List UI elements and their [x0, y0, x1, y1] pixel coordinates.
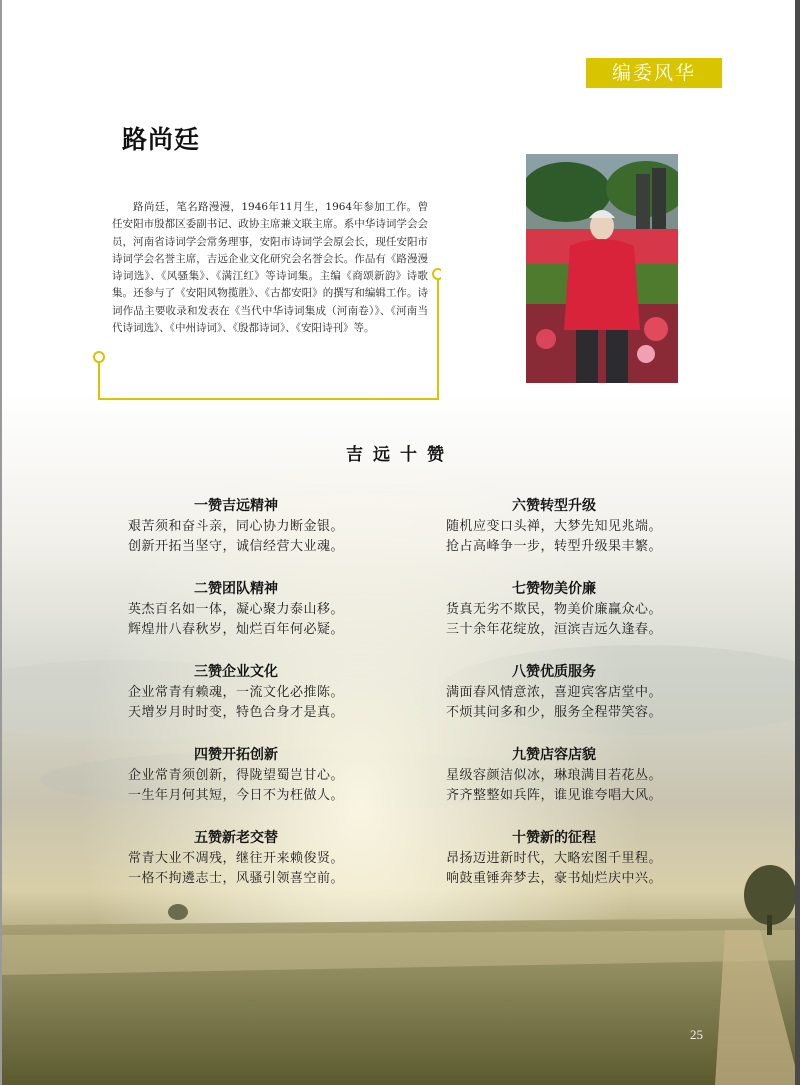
- stanza-title: 三赞企业文化: [194, 664, 278, 680]
- stanza-title: 四赞开拓创新: [194, 747, 278, 763]
- stanza-line: 随机应变口头禅，大梦先知见兆端。: [445, 519, 662, 534]
- stanza-line: 一格不拘遴志士，风骚引领喜空前。: [127, 871, 344, 886]
- stanza-line: 货真无劣不欺民，物美价廉赢众心。: [445, 602, 662, 617]
- stanza-line: 抢占高峰争一步，转型升级果丰繁。: [445, 539, 662, 554]
- stanza-line: 企业常青须创新，得陇望蜀岂甘心。: [127, 768, 344, 783]
- stanza: [106, 663, 366, 723]
- section-tag: 编委风华: [586, 58, 722, 88]
- stanza: [424, 829, 684, 889]
- stanza-title: 二赞团队精神: [194, 581, 278, 597]
- stanza-line: 常青大业不凋残，继往开来赖俊贤。: [127, 851, 344, 866]
- person-name: 路尚廷: [122, 125, 201, 154]
- stanza-title: 一赞吉远精神: [194, 498, 278, 514]
- stanza-line: 昂扬迈进新时代，大略宏图千里程。: [445, 851, 662, 866]
- page-edge-right: [795, 0, 800, 1085]
- portrait-photo: [526, 154, 678, 383]
- poem-title: 吉远十赞: [346, 445, 454, 465]
- stanza-line: 星级容颜洁似冰，琳琅满目若花丛。: [445, 768, 662, 783]
- stanza: [106, 580, 366, 640]
- stanza-line: 创新开拓当坚守，诚信经营大业魂。: [127, 539, 344, 554]
- stanza: [106, 497, 366, 557]
- stanza: [106, 746, 366, 806]
- stanza-title: 七赞物美价廉: [512, 581, 596, 597]
- stanza-title: 六赞转型升级: [512, 498, 596, 514]
- stanza: [424, 580, 684, 640]
- stanza-title: 八赞优质服务: [512, 664, 596, 680]
- stanza-line: 满面春风情意浓，喜迎宾客店堂中。: [445, 685, 662, 700]
- stanza: [424, 497, 684, 557]
- stanza-title: 十赞新的征程: [512, 830, 596, 846]
- stanza-title: 五赞新老交替: [194, 830, 278, 846]
- page-edge-left: [0, 0, 2, 1085]
- stanza: [424, 663, 684, 723]
- biography-text: 路尚廷，笔名路漫漫，1946年11月生，1964年参加工作。曾任安阳市殷都区委副书记、政协主席兼文联主席。系中华诗词学会会员，河南省诗词学会常务理事，安阳市诗词学会原会长，现任安阳市诗词学会名誉主席，吉远企业文化研究会名誉会长。作品有《路漫漫诗词选》、《风骚集》、《满江红》等诗词集。主编《商颂新韵》诗歌集。还参与了《安阳风物揽胜》、《古都安阳》的撰写和编辑工作。诗词作品主要收录和发表在《当代中华诗词集成（河南卷）》、《河南当代诗词选》、《中州诗词》、《殷都诗词》、《安阳诗刊》等。: [112, 201, 428, 335]
- stanza: [424, 746, 684, 806]
- stanza-line: 艰苦须和奋斗亲，同心协力断金银。: [127, 519, 344, 534]
- stanza: [106, 829, 366, 889]
- stanza-line: 企业常青有赖魂，一流文化必推陈。: [127, 685, 344, 700]
- page-number: 25: [690, 1027, 703, 1042]
- stanza-line: 一生年月何其短，今日不为枉做人。: [127, 788, 344, 803]
- stanza-line: 三十余年花绽放，洹滨吉远久逢春。: [445, 622, 662, 637]
- stanza-line: 响鼓重锤奔梦去，豪书灿烂庆中兴。: [445, 871, 662, 886]
- stanza-line: 齐齐整整如兵阵，谁见谁夸唱大风。: [445, 788, 662, 803]
- stanza-line: 天增岁月时时变，特色合身才是真。: [127, 705, 344, 720]
- stanza-line: 英杰百名如一体，凝心聚力泰山移。: [127, 602, 344, 617]
- stanza-line: 辉煌卅八春秋岁，灿烂百年何必疑。: [127, 622, 344, 637]
- stanza-title: 九赞店容店貌: [512, 747, 596, 763]
- stanza-line: 不烦其问多和少，服务全程带笑容。: [445, 705, 662, 720]
